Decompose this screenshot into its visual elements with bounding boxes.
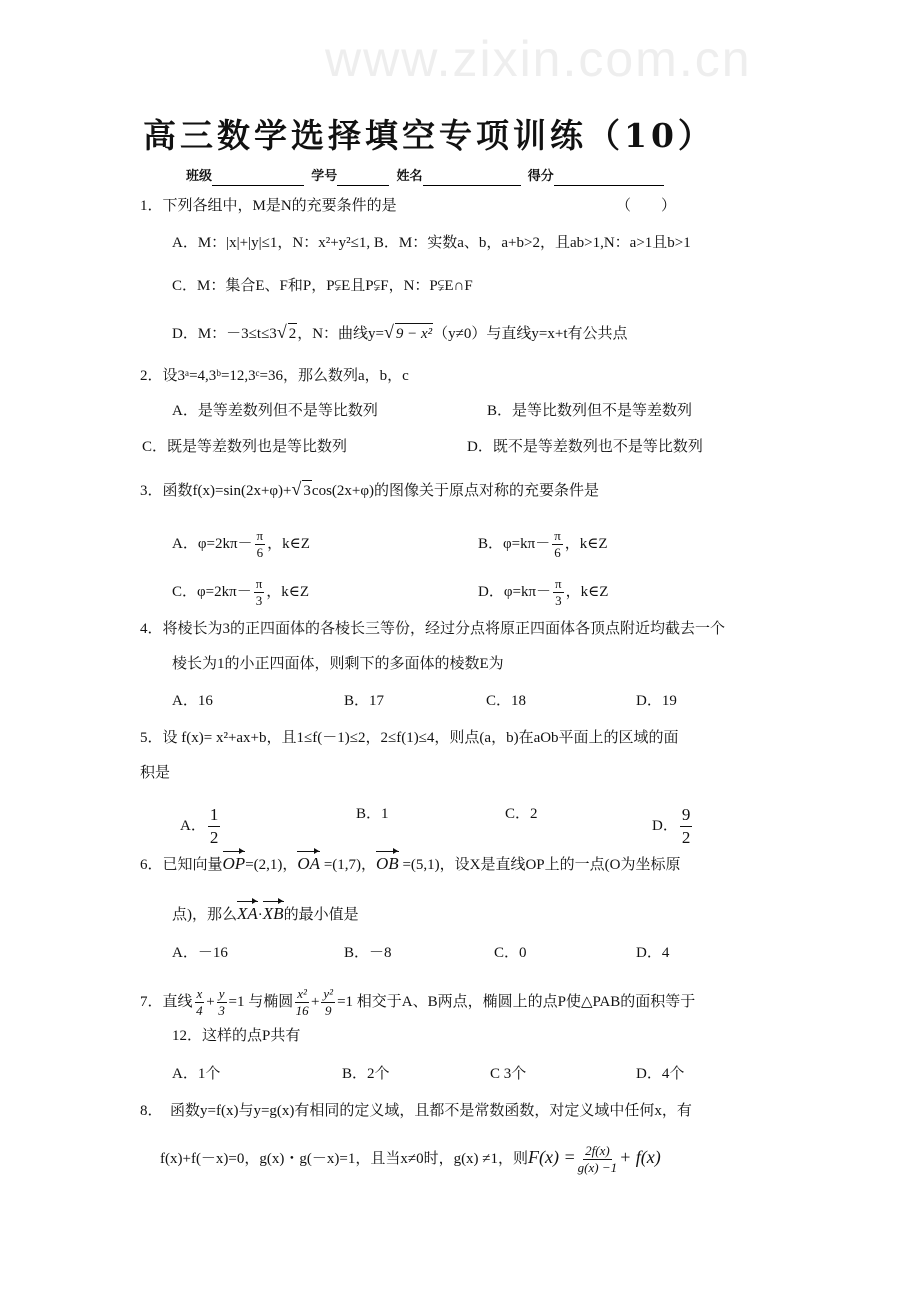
t1: 点)，那么 xyxy=(172,907,237,923)
q4-stem-line2: 棱长为1的小正四面体，则剩下的多面体的棱数E为 xyxy=(172,656,504,672)
den: 3 xyxy=(255,593,263,608)
q5-option-d xyxy=(652,804,694,849)
num: y² xyxy=(323,986,334,1001)
q6-option-a: A．－16 xyxy=(172,945,228,961)
den: 16 xyxy=(295,1003,309,1018)
den: 4 xyxy=(196,1003,203,1018)
plus: + xyxy=(310,993,320,1010)
q6-option-b: B．－8 xyxy=(344,945,392,961)
q5-option-b: B．1 xyxy=(356,806,389,822)
x-over-4 xyxy=(195,986,205,1019)
den: 2 xyxy=(681,828,691,847)
den: 6 xyxy=(554,545,561,560)
q5-stem-line1: 5．设 f(x)= x²+ax+b，且1≤f(－1)≤2，2≤f(1)≤4，则点(a，b)在aOb平面上的区域的面 xyxy=(140,730,679,746)
q4-option-c: C．18 xyxy=(486,693,527,709)
tail: ，k∈Z xyxy=(564,535,608,552)
q1-d-part1: D．M：－3≤t≤3 xyxy=(172,326,277,342)
num: 1 xyxy=(208,804,221,827)
tail: + f(x) xyxy=(619,1146,661,1167)
q1-option-d: D．M：－3≤t≤3√ 2，N：曲线y=√ 9 − x²（y≠0）与直线y=x+t有公共点 xyxy=(172,322,628,342)
sqrt-3: 3 xyxy=(302,480,312,501)
name-blank[interactable] xyxy=(423,171,521,186)
num: x² xyxy=(297,986,307,1001)
q5-option-c: C．2 xyxy=(505,806,538,822)
q7-option-c: C 3个 xyxy=(490,1066,527,1082)
t4: =(5,1)，设X是直线OP上的一点(O为坐标原 xyxy=(402,857,681,873)
num: π xyxy=(555,576,562,591)
q1-number: 1． xyxy=(140,198,163,214)
q3-text2: cos(2x+φ)的图像关于原点对称的充要条件是 xyxy=(311,483,600,499)
q1-option-a-b: A．M：|x|+|y|≤1，N：x²+y²≤1, B．M：实数a、b，a+b>2，且ab>1,N：a>1且b>1 xyxy=(172,235,691,251)
den: 3 xyxy=(218,1003,225,1018)
q3-d-text: D．φ=kπ－ xyxy=(478,583,552,600)
t1: 7．直线 xyxy=(140,993,193,1010)
t1: f(x)+f(－x)=0，g(x)・g(－x)=1，且当x≠0时，g(x) ≠1，则 xyxy=(160,1150,529,1167)
class-blank[interactable] xyxy=(212,171,304,186)
id-label: 学号 xyxy=(311,168,338,183)
score-label: 得分 xyxy=(527,168,554,183)
q1-stem xyxy=(140,196,397,216)
student-info-line xyxy=(186,166,668,186)
dot: · xyxy=(257,907,263,923)
pi-over-6 xyxy=(255,528,266,561)
t2: 的最小值是 xyxy=(283,907,359,923)
q1-d-part2: ，N：曲线y= xyxy=(297,326,384,342)
F-of-x: F(x) = xyxy=(528,1146,576,1167)
sqrt-9-x2: 9 − x² xyxy=(395,323,433,344)
t3: =(1,7)， xyxy=(323,857,377,873)
nine-halves xyxy=(680,804,693,849)
den: 3 xyxy=(555,593,562,608)
q8-stem-line1: 8． 函数y=f(x)与y=g(x)有相同的定义域，且都不是常数函数，对定义域中任何x，有 xyxy=(140,1103,692,1119)
tail: ，k∈Z xyxy=(565,583,609,600)
vector-xb: XB xyxy=(262,904,284,923)
q6-option-c: C．0 xyxy=(494,945,527,961)
page-title: 高三数学选择填空专项训练（10） xyxy=(143,116,715,155)
den: g(x) −1 xyxy=(577,1160,618,1175)
x2-over-16 xyxy=(295,986,309,1019)
num: 9 xyxy=(680,804,693,827)
q6-stem-line2 xyxy=(172,904,359,925)
pi-over-6 xyxy=(552,528,563,561)
q6-stem-line1 xyxy=(140,854,680,875)
q1-text: 下列各组中，M是N的充要条件的是 xyxy=(162,198,397,214)
den: 6 xyxy=(256,545,264,560)
label: A． xyxy=(180,817,206,834)
num: π xyxy=(554,528,561,543)
q7-option-a: A．1个 xyxy=(172,1066,221,1082)
q3-stem: 3．函数f(x)=sin(2x+φ)+√ 3cos(2x+φ)的图像关于原点对称的充要条件是 xyxy=(140,479,600,499)
q7-stem-line1 xyxy=(140,986,695,1019)
q7-option-b: B．2个 xyxy=(342,1066,390,1082)
q3-text1: 3．函数f(x)=sin(2x+φ)+ xyxy=(140,483,292,499)
num: x xyxy=(196,986,203,1001)
t1: 6．已知向量 xyxy=(140,857,223,873)
fraction-2fx-over-gx-minus-1 xyxy=(578,1143,617,1176)
num: y xyxy=(218,986,225,1001)
q5-option-a xyxy=(180,804,222,849)
q5-stem-line2: 积是 xyxy=(140,765,171,781)
score-blank[interactable] xyxy=(554,171,664,186)
q3-b-text: B．φ=kπ－ xyxy=(478,535,551,552)
vector-xa: XA xyxy=(237,904,258,923)
pi-over-3 xyxy=(254,576,265,609)
tail: ，k∈Z xyxy=(267,535,310,552)
t3: =1 相交于A、B两点，椭圆上的点P使△PAB的面积等于 xyxy=(337,993,696,1010)
vector-oa: OA xyxy=(297,854,321,873)
q7-option-d: D．4个 xyxy=(636,1066,685,1082)
q8-stem-line2 xyxy=(160,1143,661,1176)
t2: =1 与椭圆 xyxy=(228,993,294,1010)
q2-option-a: A．是等差数列但不是等比数列 xyxy=(172,403,378,419)
plus: + xyxy=(206,993,215,1010)
q4-stem-line1: 4．将棱长为3的正四面体的各棱长三等份，经过分点将原正四面体各顶点附近均截去一个 xyxy=(140,621,726,637)
q1-answer-bracket[interactable]: （ ） xyxy=(616,198,677,214)
q4-option-a: A．16 xyxy=(172,693,213,709)
vector-op: OP xyxy=(222,854,246,873)
q2-option-c: C．既是等差数列也是等比数列 xyxy=(142,439,348,455)
q3-option-c xyxy=(172,576,309,609)
q3-a-text: A．φ=2kπ－ xyxy=(172,535,253,552)
den: 2 xyxy=(209,828,219,847)
q3-option-b xyxy=(478,528,608,561)
q4-option-b: B．17 xyxy=(344,693,385,709)
class-label: 班级 xyxy=(186,168,213,183)
num: 2f(x) xyxy=(585,1143,610,1158)
y2-over-9 xyxy=(321,986,335,1019)
q7-stem-line2: 12．这样的点P共有 xyxy=(172,1028,301,1044)
num: π xyxy=(256,528,264,543)
y-over-3 xyxy=(217,986,227,1019)
q2-option-d: D．既不是等差数列也不是等比数列 xyxy=(467,439,703,455)
num: π xyxy=(255,576,263,591)
q3-option-a xyxy=(172,528,310,561)
q2-option-b: B．是等比数列但不是等差数列 xyxy=(487,403,693,419)
pi-over-3 xyxy=(553,576,564,609)
label: D． xyxy=(652,817,678,834)
q1-option-c: C．M：集合E、F和P，P⫋E且P⫋F，N：P⫋E∩F xyxy=(172,278,473,294)
q6-option-d: D．4 xyxy=(636,945,670,961)
id-blank[interactable] xyxy=(337,171,389,186)
q3-c-text: C．φ=2kπ－ xyxy=(172,583,252,600)
q4-option-d: D．19 xyxy=(636,693,677,709)
name-label: 姓名 xyxy=(396,168,423,183)
sqrt-2: 2 xyxy=(288,323,298,344)
q2-stem: 2．设3ᵃ=4,3ᵇ=12,3ᶜ=36，那么数列a，b，c xyxy=(140,368,409,384)
den: 9 xyxy=(324,1003,332,1018)
t2: =(2,1)， xyxy=(245,857,298,873)
q3-option-d xyxy=(478,576,608,609)
watermark: www.zixin.com.cn xyxy=(325,31,752,87)
q1-d-part3: （y≠0）与直线y=x+t有公共点 xyxy=(433,326,628,342)
vector-ob: OB xyxy=(376,854,399,873)
tail: ，k∈Z xyxy=(266,583,310,600)
one-half xyxy=(208,804,221,849)
